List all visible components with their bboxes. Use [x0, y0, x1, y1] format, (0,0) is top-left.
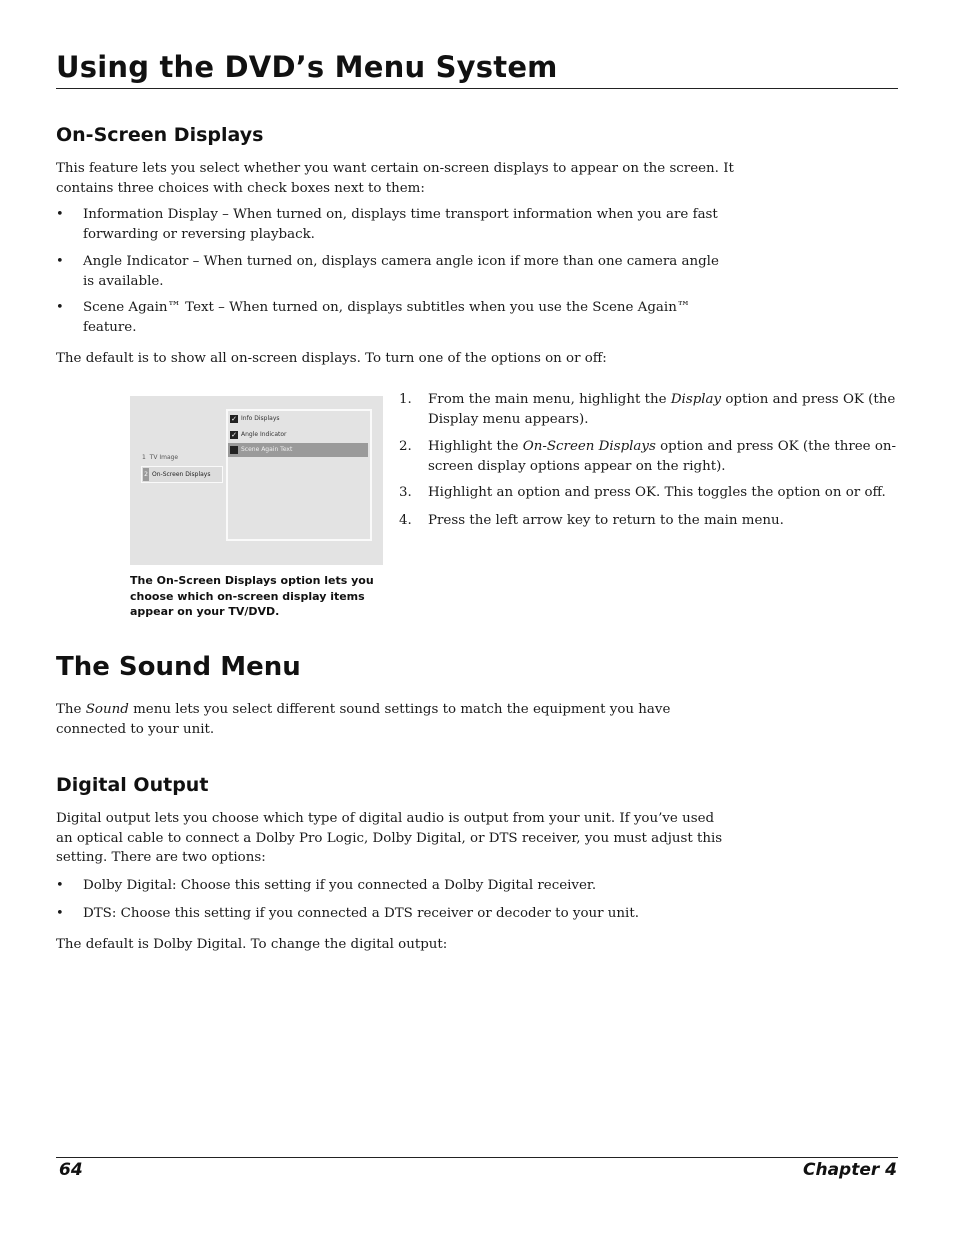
step-number: 3. [399, 485, 412, 500]
digital-output-heading: Digital Output [56, 774, 209, 796]
bullet-glyph: • [56, 300, 64, 315]
step-text: Press the left arrow key to return to the main menu. [428, 513, 784, 528]
on-screen-heading: On-Screen Displays [56, 124, 264, 146]
bullet-text: Dolby Digital: Choose this setting if you connected a Dolby Digital receiver. [83, 878, 597, 893]
checkbox-icon [230, 446, 238, 454]
page-number: 64 [59, 1160, 83, 1180]
step-number: 1. [399, 392, 412, 407]
bullet-glyph: • [56, 906, 64, 921]
option-scene-again-text: Scene Again Text [228, 443, 368, 457]
menu-item-tv-image: 1 TV Image [142, 454, 179, 461]
chapter-label: Chapter 4 [802, 1160, 897, 1180]
checkbox-checked-icon: ✓ [231, 430, 237, 439]
bullet-glyph: • [56, 254, 64, 269]
step-text: From the main menu, highlight the Display option and press OK (the Display menu appears). [428, 392, 896, 427]
on-screen-intro: This feature lets you select whether you want certain on-screen displays to appear on the screen. It contains three choices with check boxes next to them: [56, 161, 734, 196]
sound-menu-heading: The Sound Menu [56, 652, 301, 682]
menu-screenshot [130, 396, 383, 565]
bullet-text: DTS: Choose this setting if you connected a DTS receiver or decoder to your unit. [83, 906, 639, 921]
options-panel [226, 409, 372, 541]
footer-rule [56, 1157, 898, 1158]
screenshot-caption: The On-Screen Displays option lets you choose which on-screen display items appear on your TV/DVD. [130, 574, 374, 618]
step-number: 2. [399, 439, 412, 454]
header-rule [56, 88, 898, 89]
bullet-text: Information Display – When turned on, displays time transport information when you are fast forwarding or reversing playback. [83, 207, 718, 242]
option-info-displays: ✓ Info Displays [231, 414, 280, 423]
sound-menu-intro: The Sound menu lets you select different sound settings to match the equipment you have connected to your unit. [56, 702, 671, 737]
digital-output-default: The default is Dolby Digital. To change the digital output: [56, 937, 448, 952]
step-number: 4. [399, 513, 412, 528]
menu-item-on-screen-displays: 2 On-Screen Displays [141, 466, 223, 483]
bullet-text: Angle Indicator – When turned on, displays camera angle icon if more than one camera angle is available. [83, 254, 719, 289]
step-text: Highlight the On-Screen Displays option and press OK (the three on-screen display options appear on the right). [428, 439, 897, 474]
on-screen-default: The default is to show all on-screen displays. To turn one of the options on or off: [56, 351, 607, 366]
bullet-glyph: • [56, 878, 64, 893]
digital-output-intro: Digital output lets you choose which type of digital audio is output from your unit. If you’ve used an optical cable to connect a Dolby Pro Logic, Dolby Digital, or DTS receiver, you must adjust this setting. There are two options: [56, 811, 723, 865]
option-angle-indicator: ✓ Angle Indicator [231, 430, 287, 439]
step-text: Highlight an option and press OK. This toggles the option on or off. [428, 485, 886, 500]
page-title: Using the DVD’s Menu System [56, 50, 558, 84]
bullet-text: Scene Again™ Text – When turned on, displays subtitles when you use the Scene Again™ feature. [83, 300, 691, 335]
bullet-glyph: • [56, 207, 64, 222]
checkbox-checked-icon: ✓ [231, 414, 237, 423]
